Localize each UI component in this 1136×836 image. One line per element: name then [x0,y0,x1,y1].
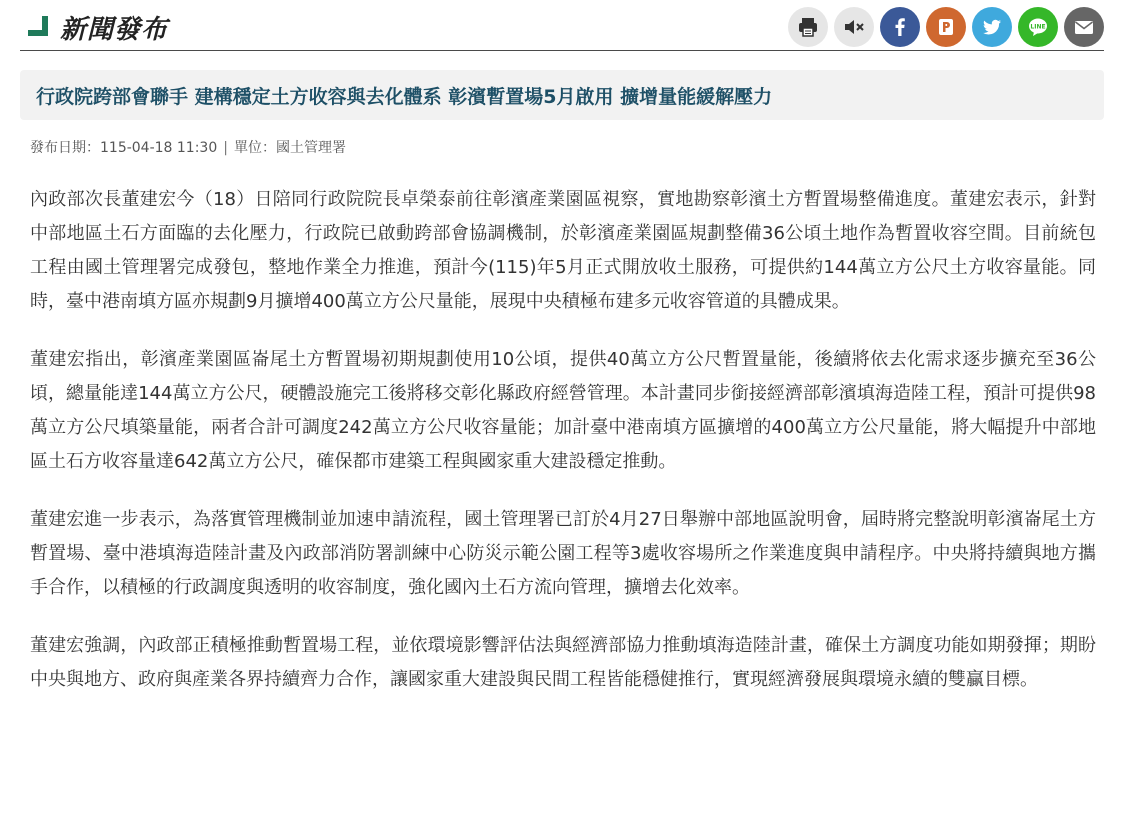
date-label: 發布日期： [30,140,100,156]
article-paragraph: 董建宏進一步表示，為落實管理機制並加速申請流程，國土管理署已訂於4月27日舉辦中部地區說明會，屆時將完整說明彰濱崙尾土方暫置場、臺中港填海造陸計畫及內政部消防署訓練中心防災示範公園工程等3處收容場所之作業進度與申請程序。中央將持續與地方攜手合作，以積極的行政調度與透明的收容制度，強化國內土石方流向管理，擴增去化效率。 [30,509,1096,598]
article-paragraph: 董建宏指出，彰濱產業園區崙尾土方暫置場初期規劃使用10公頃，提供40萬立方公尺暫置量能，後續將依去化需求逐步擴充至36公頃，總量能達144萬立方公尺，硬體設施完工後將移交彰化縣政府經營管理。本計畫同步銜接經濟部彰濱填海造陸工程，預計可提供98萬立方公尺填築量能，兩者合計可調度242萬立方公尺收容量能；加計臺中港南填方區擴增的400萬立方公尺量能，將大幅提升中部地區土石方收容量達642萬立方公尺，確保都市建築工程與國家重大建設穩定推動。 [30,349,1096,472]
article-paragraph: 內政部次長董建宏今（18）日陪同行政院院長卓榮泰前往彰濱產業園區視察，實地勘察彰濱土方暫置場整備進度。董建宏表示，針對中部地區土石方面臨的去化壓力，行政院已啟動跨部會協調機制，於彰濱產業園區規劃整備36公頃土地作為暫置收容空間。目前統包工程由國土管理署完成發包，整地作業全力推進，預計今(115)年5月正式開放收土服務，可提供約144萬立方公尺土方收容量能。同時，臺中港南填方區亦規劃9月擴增400萬立方公尺量能，展現中央積極布建多元收容管道的具體成果。 [30,189,1096,312]
unit-label: 單位： [233,140,276,156]
print-button[interactable] [788,7,828,47]
article-paragraph: 董建宏強調，內政部正積極推動暫置場工程，並依環境影響評估法與經濟部協力推動填海造陸計畫，確保土方調度功能如期發揮；期盼中央與地方、政府與產業各界持續齊力合作，讓國家重大建設與民間工程皆能穩健推行，實現經濟發展與環境永續的雙贏目標。 [30,635,1096,690]
facebook-icon [888,15,912,39]
article-title-box [20,70,1104,120]
plurk-icon [934,15,958,39]
line-icon [1025,14,1051,40]
plurk-share-button[interactable] [926,7,966,47]
article-body [30,183,1096,721]
unit-value: 國土管理署 [275,140,346,156]
twitter-icon [980,15,1004,39]
svg-text:LINE: LINE [1030,23,1046,31]
section-header [20,4,1104,51]
line-share-button[interactable] [1018,7,1058,47]
date-value: 115-04-18 11:30 [100,140,218,156]
audio-button[interactable] [834,7,874,47]
email-share-button[interactable] [1064,7,1104,47]
article-meta [30,137,346,157]
email-icon [1072,15,1096,39]
print-icon [796,15,820,39]
share-toolbar [788,7,1104,47]
article-title: 行政院跨部會聯手 建構穩定土方收容與去化體系 彰濱暫置場5月啟用 擴增量能緩解壓力 [36,85,773,108]
mute-speaker-icon [842,15,866,39]
facebook-share-button[interactable] [880,7,920,47]
meta-separator: | [223,140,228,156]
section-title: 新聞發布 [60,14,169,45]
section-mark-icon [28,16,50,38]
twitter-share-button[interactable] [972,7,1012,47]
